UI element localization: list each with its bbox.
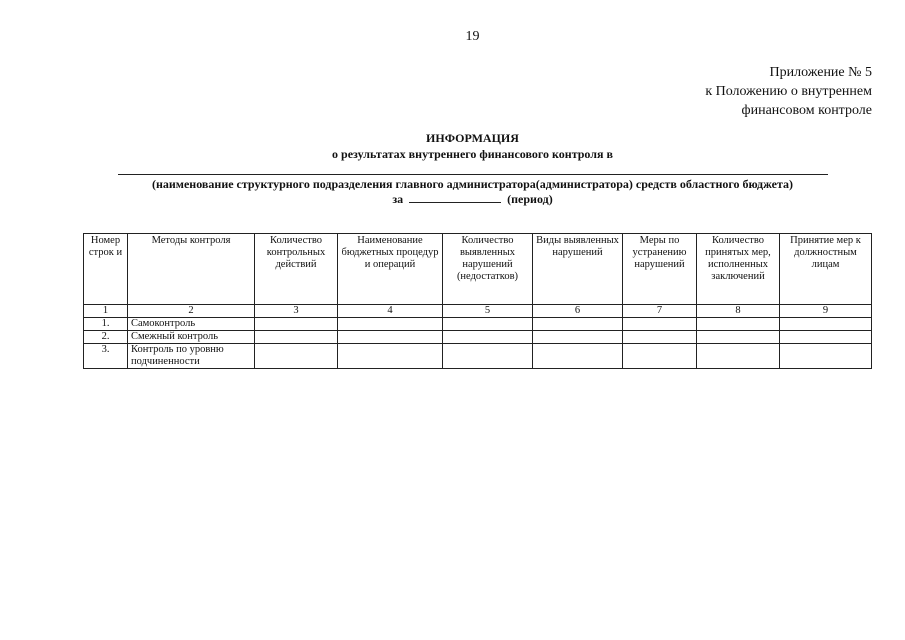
header-cell: Количество принятых мер, исполненных заключений <box>697 234 780 305</box>
table-row <box>84 331 872 344</box>
period-suffix: (период) <box>507 192 553 206</box>
report-title: ИНФОРМАЦИЯ <box>426 131 519 145</box>
empty-cell <box>697 344 780 369</box>
header-cell: Меры по устранению нарушений <box>623 234 697 305</box>
empty-cell <box>443 318 533 331</box>
period-line <box>0 192 905 207</box>
department-caption: (наименование структурного подразделения главного администратора(администратора) средств областного бюджета) <box>151 177 794 191</box>
empty-cell <box>533 318 623 331</box>
empty-cell <box>623 344 697 369</box>
period-blank <box>409 192 501 203</box>
empty-cell <box>338 331 443 344</box>
empty-cell <box>338 318 443 331</box>
row-method: Смежный контроль <box>128 331 255 344</box>
row-number: 1. <box>84 318 128 331</box>
table-row <box>84 344 872 369</box>
empty-cell <box>623 331 697 344</box>
empty-cell <box>533 344 623 369</box>
empty-cell <box>780 344 872 369</box>
empty-cell <box>338 344 443 369</box>
column-number: 3 <box>255 305 338 318</box>
page-number: 19 <box>465 29 480 44</box>
report-subtitle: о результатах внутреннего финансового контроля в <box>332 147 613 161</box>
row-method: Контроль по уровню подчиненности <box>128 344 255 369</box>
row-number: 3. <box>84 344 128 369</box>
header-cell: Наименование бюджетных процедур и операций <box>338 234 443 305</box>
column-number: 6 <box>533 305 623 318</box>
header-cell: Номер строк и <box>84 234 128 305</box>
header-cell: Методы контроля <box>128 234 255 305</box>
department-fill-line <box>118 174 828 175</box>
column-number: 8 <box>697 305 780 318</box>
column-number: 7 <box>623 305 697 318</box>
empty-cell <box>255 318 338 331</box>
empty-cell <box>697 318 780 331</box>
empty-cell <box>780 331 872 344</box>
row-method: Самоконтроль <box>128 318 255 331</box>
column-number: 2 <box>128 305 255 318</box>
report-table <box>83 233 872 369</box>
row-number: 2. <box>84 331 128 344</box>
empty-cell <box>780 318 872 331</box>
period-prefix: за <box>392 192 404 206</box>
header-cell: Количество выявленных нарушений (недостатков) <box>443 234 533 305</box>
header-cell: Принятие мер к должностным лицам <box>780 234 872 305</box>
empty-cell <box>533 331 623 344</box>
header-cell: Количество контрольных действий <box>255 234 338 305</box>
report-heading <box>0 130 905 162</box>
appendix-line-1: Приложение № 5 <box>769 65 872 80</box>
column-number: 9 <box>780 305 872 318</box>
empty-cell <box>255 344 338 369</box>
empty-cell <box>443 331 533 344</box>
appendix-note <box>705 63 872 120</box>
appendix-line-2: к Положению о внутреннем <box>705 84 872 99</box>
table-row <box>84 318 872 331</box>
appendix-line-3: финансовом контроле <box>741 103 872 118</box>
header-cell: Виды выявленных нарушений <box>533 234 623 305</box>
table-header-row <box>84 234 872 305</box>
empty-cell <box>697 331 780 344</box>
column-number: 4 <box>338 305 443 318</box>
column-number-row <box>84 305 872 318</box>
empty-cell <box>255 331 338 344</box>
empty-cell <box>623 318 697 331</box>
column-number: 5 <box>443 305 533 318</box>
column-number: 1 <box>84 305 128 318</box>
empty-cell <box>443 344 533 369</box>
